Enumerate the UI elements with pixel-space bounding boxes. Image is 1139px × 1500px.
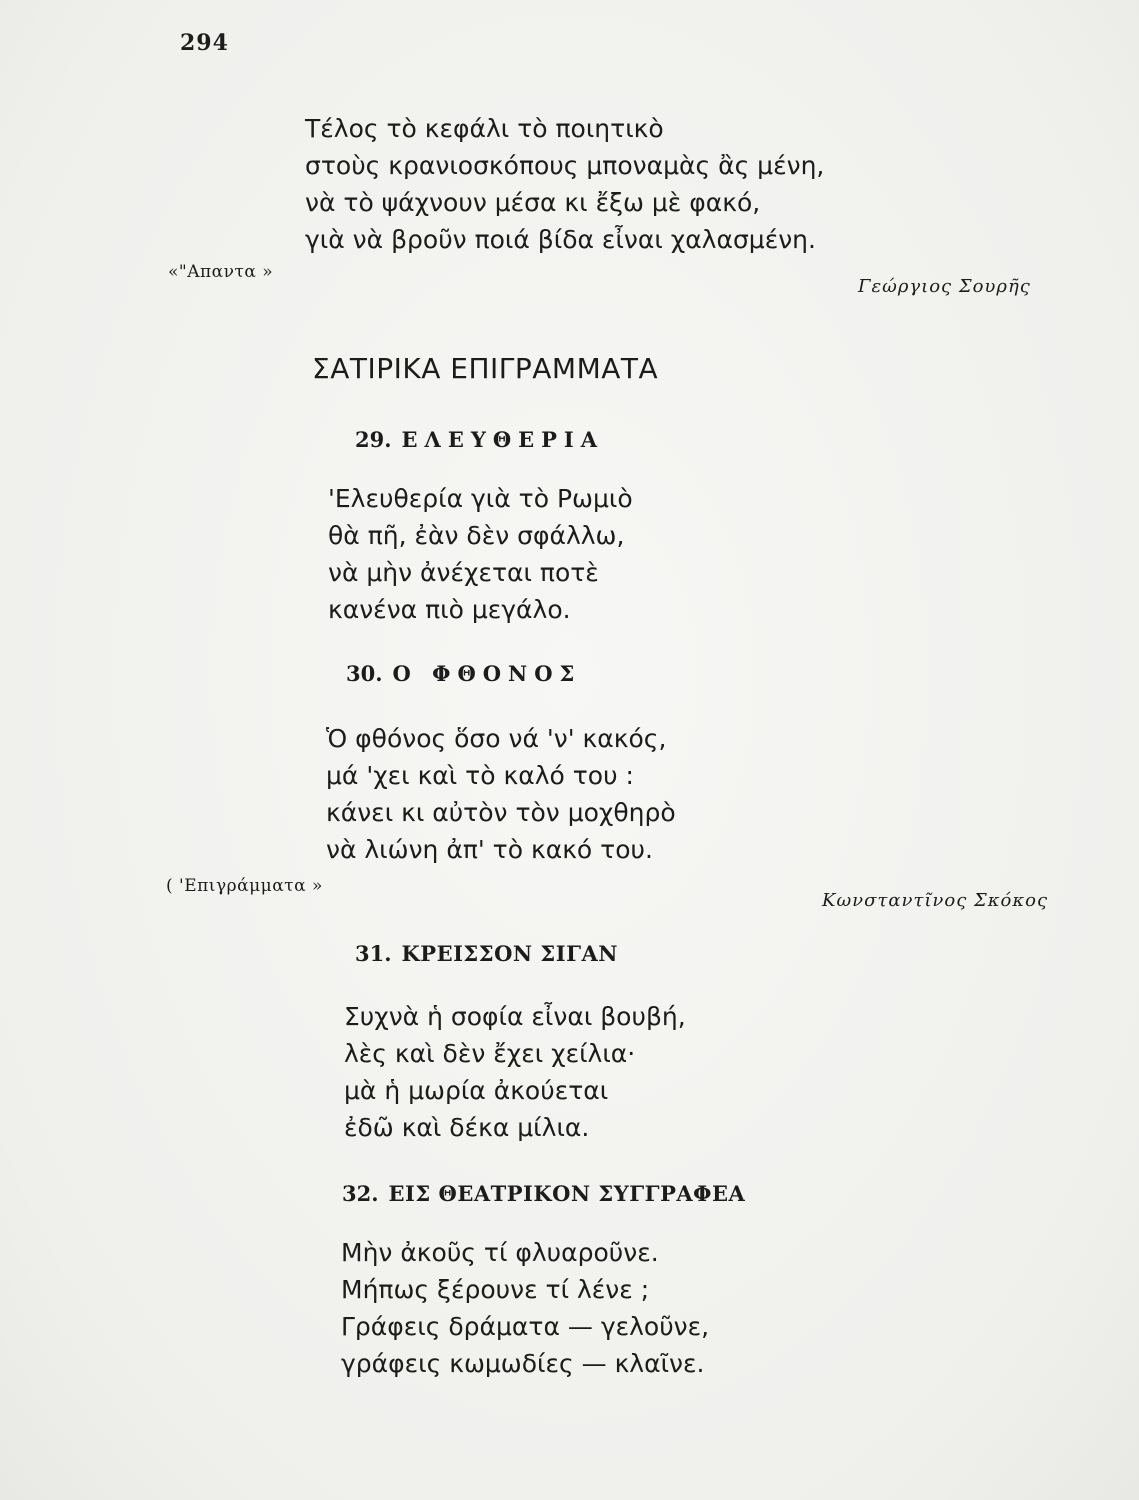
verse-line: κανένα πιὸ μεγάλο. xyxy=(328,595,571,624)
epigram-heading xyxy=(342,1181,745,1206)
verse-line: νὰ τὸ ψάχνουν μέσα κι ἔξω μὲ φακό, xyxy=(305,188,761,217)
page-number: 294 xyxy=(180,30,229,56)
verse-line: γράφεις κωμωδίες — κλαῖνε. xyxy=(341,1349,705,1378)
epigram-number: 32. xyxy=(342,1181,379,1206)
epigram-title: ΕΙΣ ΘΕΑΤΡΙΚΟΝ ΣΥΓΓΡΑΦΕΑ xyxy=(388,1181,746,1206)
verse-line: λὲς καὶ δὲν ἔχει χείλια· xyxy=(344,1039,636,1068)
verse-line: 'Ελευθερία γιὰ τὸ Ρωμιὸ xyxy=(328,484,633,513)
poem-source: «"Απαντα » xyxy=(168,262,274,282)
poem-stanza xyxy=(305,110,824,258)
verse-line: Γράφεις δράματα — γελοῦνε, xyxy=(341,1312,710,1341)
poem-source: ( 'Επιγράμματα » xyxy=(166,876,323,896)
epigram-number: 30. xyxy=(346,661,383,686)
verse-line: θὰ πῆ, ἐὰν δὲν σφάλλω, xyxy=(328,521,625,550)
verse-line: μά 'χει καὶ τὸ καλό του : xyxy=(326,761,634,790)
epigram-heading xyxy=(346,661,581,686)
poem-author: Κωνσταντῖνος Σκόκος xyxy=(822,890,1049,911)
epigram-number: 31. xyxy=(355,941,392,966)
epigram-title: ΕΛΕΥΘΕΡΙΑ xyxy=(401,427,605,452)
verse-line: Συχνὰ ἡ σοφία εἶναι βουβή, xyxy=(344,1002,686,1031)
verse-line: νὰ μὴν ἀνέχεται ποτὲ xyxy=(328,558,599,587)
poem-stanza xyxy=(326,720,676,868)
verse-line: μὰ ἡ μωρία ἀκούεται xyxy=(344,1076,609,1105)
poem-stanza xyxy=(341,1234,709,1382)
epigram-title: Ο ΦΘΟΝΟΣ xyxy=(392,661,582,686)
section-title: ΣΑΤΙΡΙΚΑ ΕΠΙΓΡΑΜΜΑΤΑ xyxy=(312,352,659,385)
verse-line: νὰ λιώνη ἀπ' τὸ κακό του. xyxy=(326,835,653,864)
verse-line: Ὁ φθόνος ὅσο νά 'ν' κακός, xyxy=(326,724,667,753)
epigram-heading xyxy=(355,427,604,452)
poem-author: Γεώργιος Σουρῆς xyxy=(858,276,1031,297)
poem-stanza xyxy=(344,998,686,1146)
epigram-title: ΚΡΕΙΣΣΟΝ ΣΙΓΑΝ xyxy=(401,941,618,966)
verse-line: Τέλος τὸ κεφάλι τὸ ποιητικὸ xyxy=(305,114,664,143)
epigram-number: 29. xyxy=(355,427,392,452)
verse-line: κάνει κι αὐτὸν τὸν μοχθηρὸ xyxy=(326,798,676,827)
verse-line: ἐδῶ καὶ δέκα μίλια. xyxy=(344,1113,590,1142)
epigram-heading xyxy=(355,941,618,966)
verse-line: γιὰ νὰ βροῦν ποιά βίδα εἶναι χαλασμένη. xyxy=(305,225,816,254)
verse-line: στοὺς κρανιοσκόπους μποναμὰς ἂς μένη, xyxy=(305,151,825,180)
poem-stanza xyxy=(328,480,633,628)
verse-line: Μήπως ξέρουνε τί λένε ; xyxy=(341,1275,650,1304)
verse-line: Μὴν ἀκοῦς τί φλυαροῦνε. xyxy=(341,1238,659,1267)
